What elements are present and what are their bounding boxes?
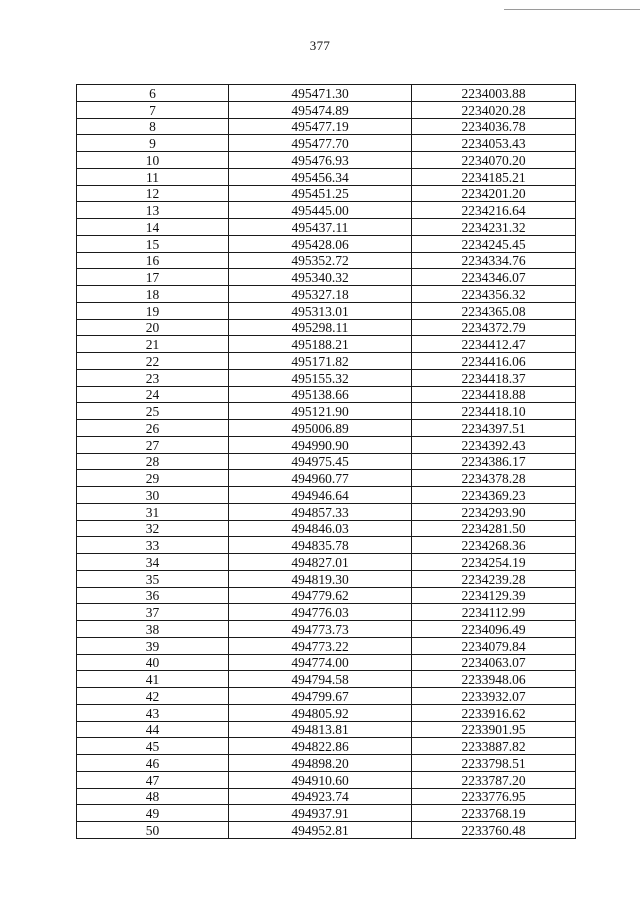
x-coordinate-cell: 495298.11: [229, 319, 412, 336]
table-row: [77, 403, 576, 420]
coordinates-table-body: [77, 85, 576, 839]
x-coordinate-cell: 494805.92: [229, 704, 412, 721]
table-row: [77, 185, 576, 202]
y-coordinate-cell: 2234372.79: [412, 319, 576, 336]
point-number-cell: 10: [77, 152, 229, 169]
x-coordinate-cell: 495138.66: [229, 386, 412, 403]
x-coordinate-cell: 494822.86: [229, 738, 412, 755]
y-coordinate-cell: 2234281.50: [412, 520, 576, 537]
point-number-cell: 26: [77, 420, 229, 437]
point-number-cell: 25: [77, 403, 229, 420]
table-row: [77, 487, 576, 504]
point-number-cell: 42: [77, 688, 229, 705]
table-row: [77, 688, 576, 705]
point-number-cell: 23: [77, 369, 229, 386]
table-row: [77, 436, 576, 453]
coordinates-table: [76, 84, 576, 839]
table-row: [77, 302, 576, 319]
x-coordinate-cell: 494773.73: [229, 621, 412, 638]
table-row: [77, 771, 576, 788]
table-row: [77, 202, 576, 219]
point-number-cell: 34: [77, 554, 229, 571]
point-number-cell: 33: [77, 537, 229, 554]
point-number-cell: 11: [77, 168, 229, 185]
point-number-cell: 13: [77, 202, 229, 219]
point-number-cell: 18: [77, 286, 229, 303]
x-coordinate-cell: 495476.93: [229, 152, 412, 169]
x-coordinate-cell: 494910.60: [229, 771, 412, 788]
table-row: [77, 654, 576, 671]
y-coordinate-cell: 2233768.19: [412, 805, 576, 822]
point-number-cell: 29: [77, 470, 229, 487]
y-coordinate-cell: 2234231.32: [412, 219, 576, 236]
point-number-cell: 24: [77, 386, 229, 403]
table-row: [77, 755, 576, 772]
table-row: [77, 386, 576, 403]
y-coordinate-cell: 2234254.19: [412, 554, 576, 571]
x-coordinate-cell: 494774.00: [229, 654, 412, 671]
point-number-cell: 12: [77, 185, 229, 202]
table-row: [77, 587, 576, 604]
y-coordinate-cell: 2234036.78: [412, 118, 576, 135]
point-number-cell: 30: [77, 487, 229, 504]
table-row: [77, 168, 576, 185]
x-coordinate-cell: 495121.90: [229, 403, 412, 420]
point-number-cell: 22: [77, 353, 229, 370]
x-coordinate-cell: 495474.89: [229, 101, 412, 118]
table-row: [77, 219, 576, 236]
x-coordinate-cell: 495006.89: [229, 420, 412, 437]
y-coordinate-cell: 2233776.95: [412, 788, 576, 805]
point-number-cell: 47: [77, 771, 229, 788]
x-coordinate-cell: 495313.01: [229, 302, 412, 319]
point-number-cell: 37: [77, 604, 229, 621]
y-coordinate-cell: 2234416.06: [412, 353, 576, 370]
table-row: [77, 704, 576, 721]
point-number-cell: 7: [77, 101, 229, 118]
y-coordinate-cell: 2234386.17: [412, 453, 576, 470]
y-coordinate-cell: 2234185.21: [412, 168, 576, 185]
y-coordinate-cell: 2234369.23: [412, 487, 576, 504]
point-number-cell: 8: [77, 118, 229, 135]
point-number-cell: 31: [77, 503, 229, 520]
table-row: [77, 671, 576, 688]
y-coordinate-cell: 2234003.88: [412, 85, 576, 102]
point-number-cell: 45: [77, 738, 229, 755]
table-row: [77, 453, 576, 470]
x-coordinate-cell: 495445.00: [229, 202, 412, 219]
y-coordinate-cell: 2234293.90: [412, 503, 576, 520]
table-row: [77, 738, 576, 755]
y-coordinate-cell: 2233798.51: [412, 755, 576, 772]
y-coordinate-cell: 2233887.82: [412, 738, 576, 755]
x-coordinate-cell: 494952.81: [229, 822, 412, 839]
x-coordinate-cell: 494946.64: [229, 487, 412, 504]
table-row: [77, 269, 576, 286]
point-number-cell: 41: [77, 671, 229, 688]
x-coordinate-cell: 495471.30: [229, 85, 412, 102]
table-row: [77, 369, 576, 386]
table-row: [77, 235, 576, 252]
y-coordinate-cell: 2234392.43: [412, 436, 576, 453]
y-coordinate-cell: 2234112.99: [412, 604, 576, 621]
x-coordinate-cell: 495327.18: [229, 286, 412, 303]
x-coordinate-cell: 494773.22: [229, 637, 412, 654]
table-row: [77, 554, 576, 571]
table-row: [77, 152, 576, 169]
x-coordinate-cell: 494857.33: [229, 503, 412, 520]
x-coordinate-cell: 495171.82: [229, 353, 412, 370]
point-number-cell: 17: [77, 269, 229, 286]
point-number-cell: 20: [77, 319, 229, 336]
x-coordinate-cell: 494794.58: [229, 671, 412, 688]
y-coordinate-cell: 2234020.28: [412, 101, 576, 118]
x-coordinate-cell: 494990.90: [229, 436, 412, 453]
x-coordinate-cell: 495188.21: [229, 336, 412, 353]
x-coordinate-cell: 495155.32: [229, 369, 412, 386]
y-coordinate-cell: 2234356.32: [412, 286, 576, 303]
point-number-cell: 36: [77, 587, 229, 604]
y-coordinate-cell: 2234418.88: [412, 386, 576, 403]
y-coordinate-cell: 2234397.51: [412, 420, 576, 437]
y-coordinate-cell: 2233916.62: [412, 704, 576, 721]
x-coordinate-cell: 495451.25: [229, 185, 412, 202]
point-number-cell: 35: [77, 570, 229, 587]
table-row: [77, 788, 576, 805]
table-row: [77, 520, 576, 537]
y-coordinate-cell: 2234418.10: [412, 403, 576, 420]
x-coordinate-cell: 495477.19: [229, 118, 412, 135]
table-row: [77, 118, 576, 135]
table-row: [77, 336, 576, 353]
point-number-cell: 27: [77, 436, 229, 453]
y-coordinate-cell: 2234201.20: [412, 185, 576, 202]
table-row: [77, 604, 576, 621]
table-row: [77, 621, 576, 638]
point-number-cell: 40: [77, 654, 229, 671]
point-number-cell: 50: [77, 822, 229, 839]
point-number-cell: 16: [77, 252, 229, 269]
point-number-cell: 6: [77, 85, 229, 102]
x-coordinate-cell: 494819.30: [229, 570, 412, 587]
y-coordinate-cell: 2234070.20: [412, 152, 576, 169]
table-row: [77, 420, 576, 437]
y-coordinate-cell: 2233932.07: [412, 688, 576, 705]
point-number-cell: 46: [77, 755, 229, 772]
table-row: [77, 805, 576, 822]
table-row: [77, 570, 576, 587]
point-number-cell: 38: [77, 621, 229, 638]
x-coordinate-cell: 494779.62: [229, 587, 412, 604]
y-coordinate-cell: 2234418.37: [412, 369, 576, 386]
x-coordinate-cell: 494923.74: [229, 788, 412, 805]
x-coordinate-cell: 494813.81: [229, 721, 412, 738]
x-coordinate-cell: 495477.70: [229, 135, 412, 152]
y-coordinate-cell: 2233787.20: [412, 771, 576, 788]
x-coordinate-cell: 495456.34: [229, 168, 412, 185]
table-row: [77, 252, 576, 269]
table-row: [77, 503, 576, 520]
y-coordinate-cell: 2234365.08: [412, 302, 576, 319]
point-number-cell: 21: [77, 336, 229, 353]
point-number-cell: 28: [77, 453, 229, 470]
y-coordinate-cell: 2234079.84: [412, 637, 576, 654]
y-coordinate-cell: 2234346.07: [412, 269, 576, 286]
table-row: [77, 286, 576, 303]
point-number-cell: 19: [77, 302, 229, 319]
y-coordinate-cell: 2234334.76: [412, 252, 576, 269]
y-coordinate-cell: 2234096.49: [412, 621, 576, 638]
y-coordinate-cell: 2234239.28: [412, 570, 576, 587]
y-coordinate-cell: 2234063.07: [412, 654, 576, 671]
y-coordinate-cell: 2234268.36: [412, 537, 576, 554]
point-number-cell: 43: [77, 704, 229, 721]
x-coordinate-cell: 494799.67: [229, 688, 412, 705]
x-coordinate-cell: 494846.03: [229, 520, 412, 537]
table-row: [77, 135, 576, 152]
point-number-cell: 32: [77, 520, 229, 537]
x-coordinate-cell: 494937.91: [229, 805, 412, 822]
y-coordinate-cell: 2233901.95: [412, 721, 576, 738]
point-number-cell: 9: [77, 135, 229, 152]
point-number-cell: 44: [77, 721, 229, 738]
table-row: [77, 637, 576, 654]
page-number: 377: [309, 38, 331, 53]
x-coordinate-cell: 494827.01: [229, 554, 412, 571]
point-number-cell: 15: [77, 235, 229, 252]
table-row: [77, 822, 576, 839]
table-row: [77, 537, 576, 554]
x-coordinate-cell: 494835.78: [229, 537, 412, 554]
y-coordinate-cell: 2234412.47: [412, 336, 576, 353]
x-coordinate-cell: 495340.32: [229, 269, 412, 286]
y-coordinate-cell: 2234053.43: [412, 135, 576, 152]
y-coordinate-cell: 2233948.06: [412, 671, 576, 688]
x-coordinate-cell: 494975.45: [229, 453, 412, 470]
y-coordinate-cell: 2233760.48: [412, 822, 576, 839]
table-row: [77, 721, 576, 738]
y-coordinate-cell: 2234216.64: [412, 202, 576, 219]
point-number-cell: 48: [77, 788, 229, 805]
y-coordinate-cell: 2234129.39: [412, 587, 576, 604]
x-coordinate-cell: 494776.03: [229, 604, 412, 621]
point-number-cell: 49: [77, 805, 229, 822]
x-coordinate-cell: 495352.72: [229, 252, 412, 269]
table-row: [77, 101, 576, 118]
scan-edge-line: [504, 9, 640, 10]
table-row: [77, 353, 576, 370]
point-number-cell: 39: [77, 637, 229, 654]
y-coordinate-cell: 2234245.45: [412, 235, 576, 252]
x-coordinate-cell: 494960.77: [229, 470, 412, 487]
point-number-cell: 14: [77, 219, 229, 236]
x-coordinate-cell: 495437.11: [229, 219, 412, 236]
x-coordinate-cell: 495428.06: [229, 235, 412, 252]
table-row: [77, 470, 576, 487]
y-coordinate-cell: 2234378.28: [412, 470, 576, 487]
table-row: [77, 85, 576, 102]
table-row: [77, 319, 576, 336]
x-coordinate-cell: 494898.20: [229, 755, 412, 772]
